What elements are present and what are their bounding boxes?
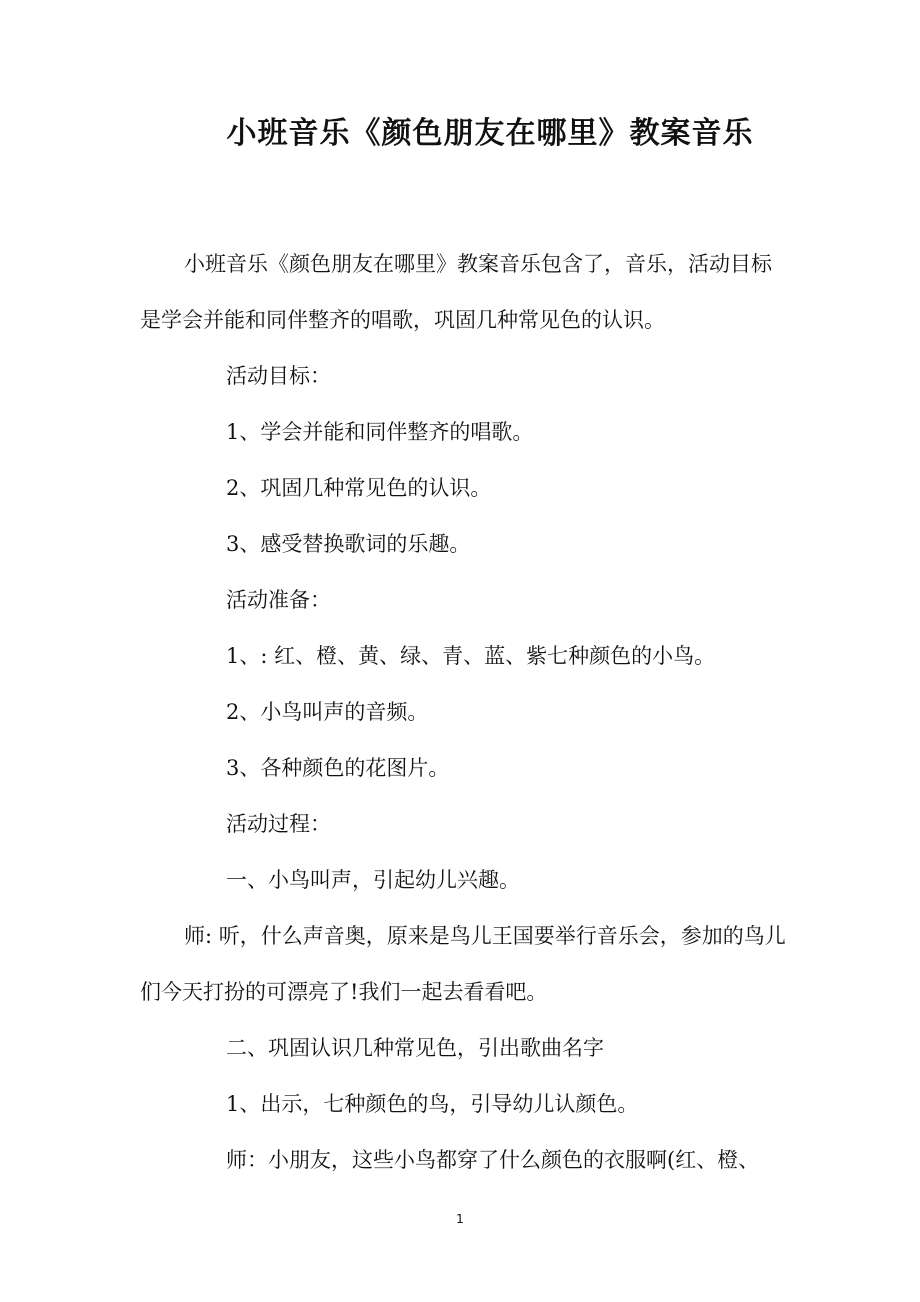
teacher-question: 师：小朋友，这些小鸟都穿了什么颜色的衣服啊(红、橙、 <box>226 1148 760 1172</box>
process-step-1: 一、小鸟叫声，引起幼儿兴趣。 <box>226 868 520 892</box>
prep-item-3: 3、各种颜色的花图片。 <box>226 756 450 780</box>
process-step-2-item-1: 1、出示，七种颜色的鸟，引导幼儿认颜色。 <box>226 1092 639 1116</box>
section-heading-preparation: 活动准备： <box>226 588 331 612</box>
goal-item-1: 1、学会并能和同伴整齐的唱歌。 <box>226 420 534 444</box>
section-heading-process: 活动过程： <box>226 812 331 836</box>
goal-item-2: 2、巩固几种常见色的认识。 <box>226 476 492 500</box>
teacher-paragraph: 师: 听，什么声音奥，原来是鸟儿王国要举行音乐会，参加的鸟儿们今天打扮的可漂亮了!我们一起去看看吧。 <box>140 924 786 1004</box>
page-number: 1 <box>456 1212 464 1226</box>
section-heading-goals: 活动目标： <box>226 364 331 388</box>
process-step-2: 二、巩固认识几种常见色，引出歌曲名字 <box>226 1036 604 1060</box>
document-title: 小班音乐《颜色朋友在哪里》教案音乐 <box>226 116 754 151</box>
prep-item-1: 1、: 红、橙、黄、绿、青、蓝、紫七种颜色的小鸟。 <box>226 644 716 668</box>
prep-item-2: 2、小鸟叫声的音频。 <box>226 700 429 724</box>
intro-paragraph: 小班音乐《颜色朋友在哪里》教案音乐包含了，音乐，活动目标是学会并能和同伴整齐的唱歌，巩固几种常见色的认识。 <box>140 252 772 332</box>
goal-item-3: 3、感受替换歌词的乐趣。 <box>226 532 471 556</box>
